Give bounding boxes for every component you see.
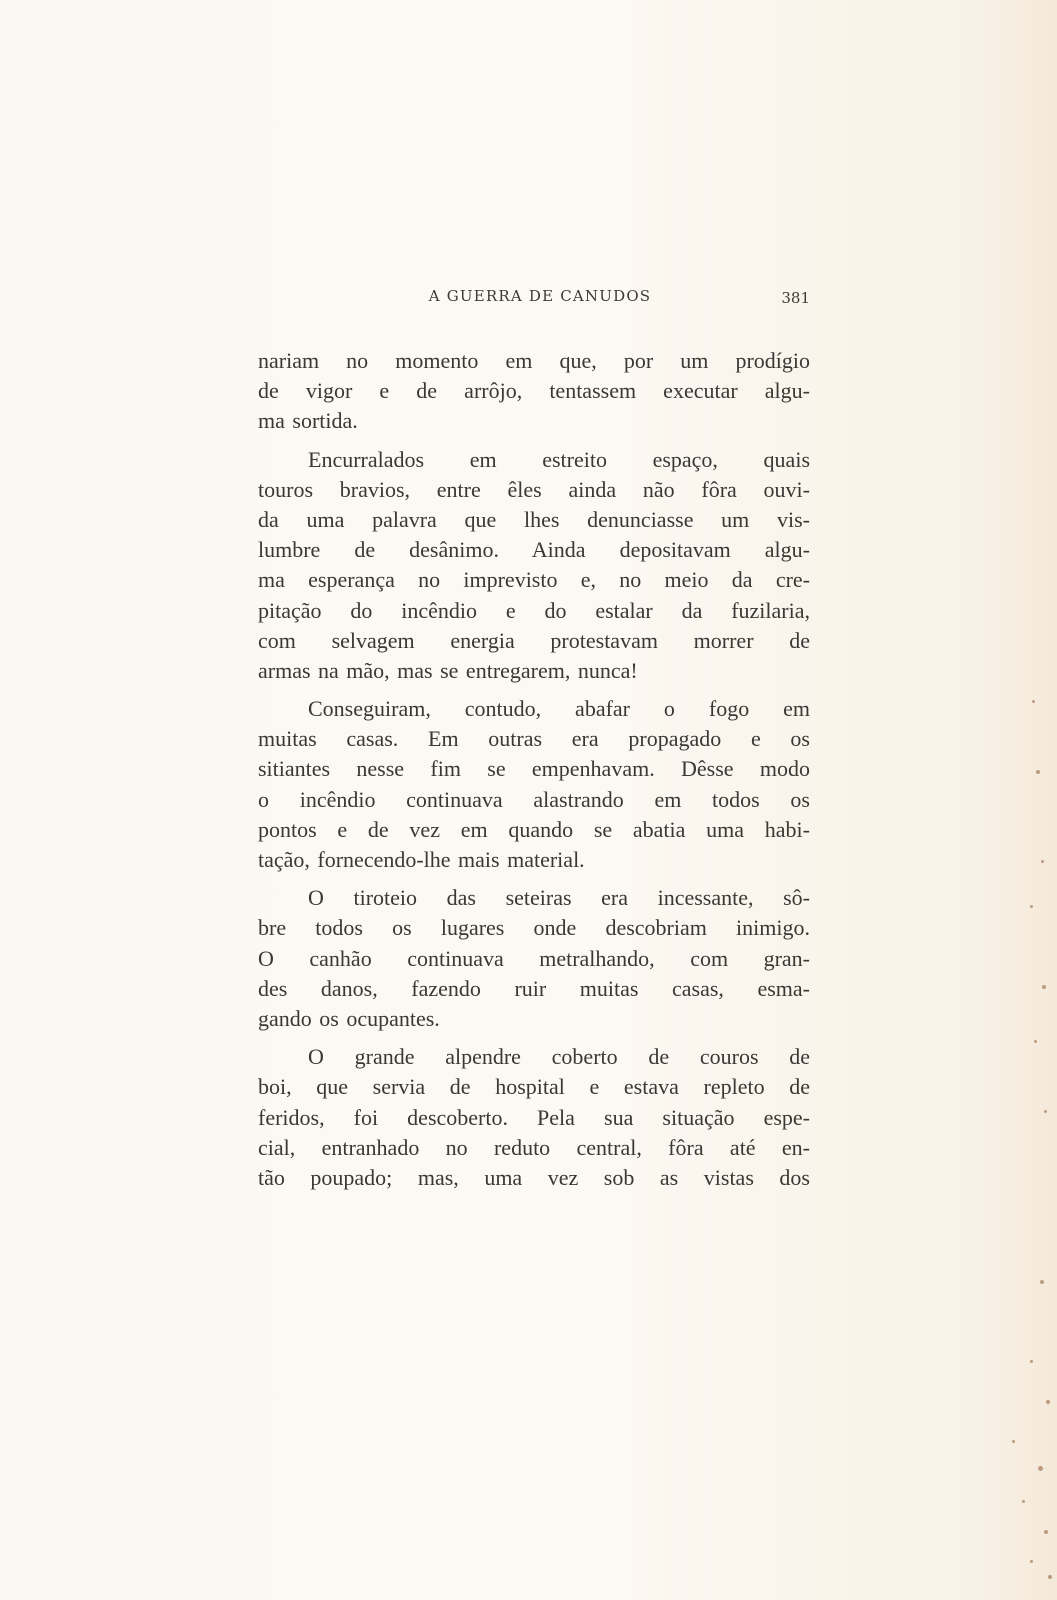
text-line: nariam no momento em que, por um prodígio [258,348,810,373]
foxing-speck [1042,985,1046,989]
foxing-speck [1038,1466,1043,1471]
paragraph [258,883,810,1034]
text-line: sitiantes nesse fim se empenhavam. Dêsse modo [258,756,810,782]
text-line: com selvagem energia protestavam morrer de [258,627,810,653]
foxing-speck [1030,1360,1033,1363]
text-line: O canhão continuava metralhando, com gran- [258,945,810,971]
text-line: armas na mão, mas se entregarem, nunca! [258,657,638,683]
text-line: pitação do incêndio e do estalar da fuzilaria, [258,597,810,623]
paragraph [258,346,810,437]
text-line: Conseguiram, contudo, abafar o fogo em [308,696,810,722]
paragraph [258,445,810,687]
running-head [258,287,810,313]
text-line: boi, que servia de hospital e estava repleto de [258,1074,810,1100]
text-line: muitas casas. Em outras era propagado e os [258,726,810,752]
text-line: gando os ocupantes. [258,1005,440,1031]
foxing-speck [1034,1040,1037,1043]
foxing-speck [1030,905,1033,908]
foxing-speck [1030,1560,1033,1563]
text-line: o incêndio continuava alastrando em todos os [258,786,810,812]
running-title: A GUERRA DE CANUDOS [428,287,652,305]
text-line: da uma palavra que lhes denunciasse um vis- [258,506,810,532]
text-line: cial, entranhado no reduto central, fôra até en- [258,1134,810,1160]
text-line: tão poupado; mas, uma vez sob as vistas dos [258,1164,810,1190]
text-line: ma esperança no imprevisto e, no meio da cre- [258,567,810,593]
text-line: tação, fornecendo-lhe mais material. [258,847,585,872]
text-line: bre todos os lugares onde descobriam inimigo. [258,915,810,941]
text-line: ma sortida. [258,408,358,434]
text-line: O tiroteio das seteiras era incessante, sô- [308,885,810,911]
foxing-speck [1036,770,1040,774]
foxing-speck [1044,1110,1047,1113]
text-line: de vigor e de arrôjo, tentassem executar algu- [258,378,810,404]
paragraph [258,694,810,875]
page-number: 381 [781,289,810,307]
foxing-speck [1044,1530,1048,1534]
text-line: feridos, foi descoberto. Pela sua situação espe- [258,1104,810,1130]
text-line: des danos, fazendo ruir muitas casas, esma- [258,975,810,1001]
foxing-speck [1022,1500,1025,1503]
foxing-speck [1046,1400,1050,1404]
text-line: O grande alpendre coberto de couros de [308,1044,810,1070]
text-line: Encurralados em estreito espaço, quais [308,446,810,472]
text-line: pontos e de vez em quando se abatia uma habi- [258,816,810,842]
text-line: touros bravios, entre êles ainda não fôra ouvi- [258,476,810,502]
foxing-speck [1041,860,1044,863]
foxing-speck [1012,1440,1015,1443]
foxing-speck [1032,700,1035,703]
text-line: lumbre de desânimo. Ainda depositavam algu- [258,537,810,563]
foxing-speck [1040,1280,1044,1284]
paragraph [258,1042,810,1193]
foxing-speck [1048,1575,1052,1579]
body-text [258,346,810,1193]
